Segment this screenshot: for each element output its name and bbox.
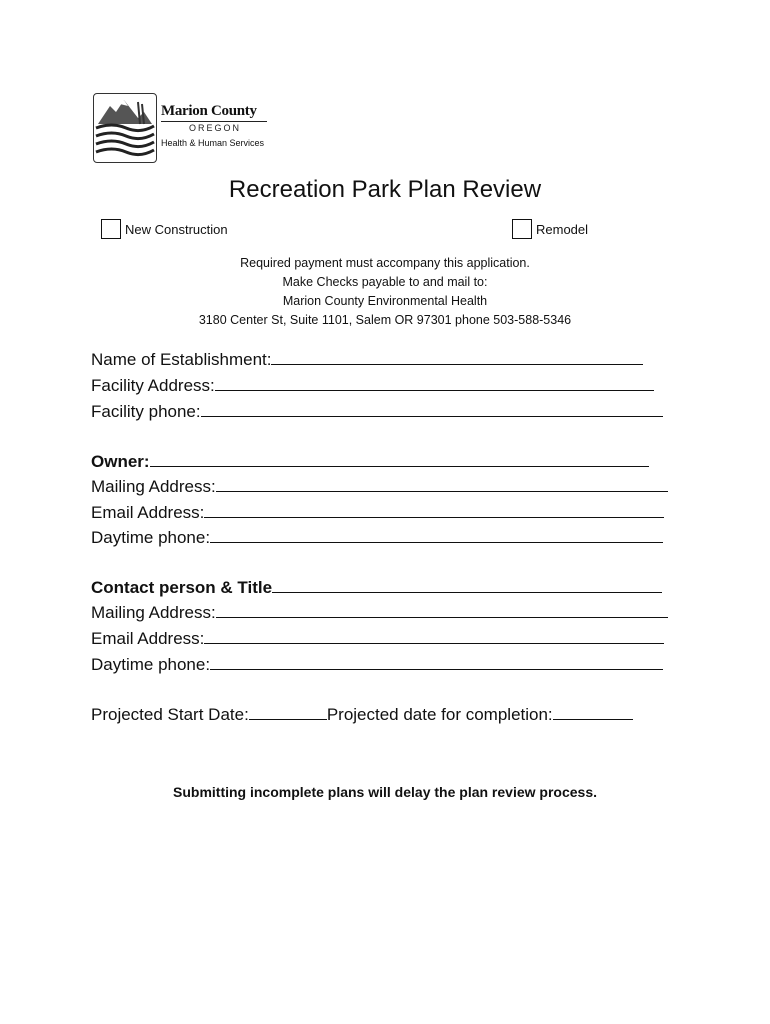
new-construction-option[interactable]	[101, 219, 228, 239]
owner-mailing-address-field[interactable]	[91, 477, 668, 497]
payment-line-3: Marion County Environmental Health	[282, 294, 488, 308]
establishment-name-field[interactable]	[91, 350, 643, 370]
logo-department: Health & Human Services	[161, 138, 265, 148]
logo-county-name: Marion County	[161, 103, 257, 119]
page-title: Recreation Park Plan Review	[228, 176, 542, 203]
facility-phone-label: Facility phone:	[91, 402, 201, 421]
contact-phone-blank[interactable]	[210, 655, 663, 670]
owner-mailing-address-blank[interactable]	[216, 477, 668, 492]
facility-phone-field[interactable]	[91, 402, 663, 422]
contact-mailing-address-field[interactable]	[91, 603, 668, 623]
owner-mailing-address-label: Mailing Address:	[91, 477, 216, 496]
contact-email-blank[interactable]	[204, 629, 664, 644]
mountain-river-emblem-icon	[93, 93, 157, 163]
payment-line-2: Make Checks payable to and mail to:	[282, 275, 488, 289]
contact-email-label: Email Address:	[91, 629, 205, 648]
contact-person-blank[interactable]	[272, 578, 662, 593]
owner-email-field[interactable]	[91, 503, 664, 523]
facility-address-label: Facility Address:	[91, 376, 215, 395]
payment-line-1: Required payment must accompany this application.	[240, 256, 530, 270]
facility-phone-blank[interactable]	[201, 402, 663, 417]
payment-line-4: 3180 Center St, Suite 1101, Salem OR 97301 phone 503-588-5346	[198, 313, 572, 327]
owner-field[interactable]	[91, 452, 649, 472]
owner-email-blank[interactable]	[204, 503, 664, 518]
projected-completion-blank[interactable]	[553, 705, 633, 720]
contact-email-field[interactable]	[91, 629, 664, 649]
incomplete-plans-warning: Submitting incomplete plans will delay the plan review process.	[173, 784, 597, 800]
marion-county-logo	[93, 93, 273, 163]
contact-person-field[interactable]	[91, 578, 662, 598]
logo-divider	[161, 121, 267, 122]
new-construction-checkbox[interactable]	[101, 219, 121, 239]
contact-person-label: Contact person & Title	[91, 578, 273, 597]
projected-start-label: Projected Start Date:	[91, 705, 249, 724]
owner-phone-label: Daytime phone:	[91, 528, 211, 547]
establishment-name-blank[interactable]	[271, 350, 643, 365]
facility-address-blank[interactable]	[215, 376, 654, 391]
remodel-checkbox[interactable]	[512, 219, 532, 239]
new-construction-label: New Construction	[125, 221, 228, 237]
contact-mailing-address-blank[interactable]	[216, 603, 668, 618]
projected-dates-field[interactable]	[91, 705, 633, 725]
owner-email-label: Email Address:	[91, 503, 205, 522]
contact-mailing-address-label: Mailing Address:	[91, 603, 216, 622]
owner-blank[interactable]	[150, 452, 649, 467]
remodel-option[interactable]	[512, 219, 588, 239]
owner-phone-blank[interactable]	[210, 528, 663, 543]
facility-address-field[interactable]	[91, 376, 654, 396]
logo-state-name: OREGON	[189, 123, 242, 133]
establishment-name-label: Name of Establishment:	[91, 350, 272, 369]
owner-label: Owner:	[91, 452, 150, 471]
remodel-label: Remodel	[536, 221, 589, 237]
contact-phone-label: Daytime phone:	[91, 655, 211, 674]
contact-phone-field[interactable]	[91, 655, 663, 675]
projected-completion-label: Projected date for completion:	[326, 705, 553, 724]
owner-phone-field[interactable]	[91, 528, 663, 548]
projected-start-blank[interactable]	[249, 705, 327, 720]
